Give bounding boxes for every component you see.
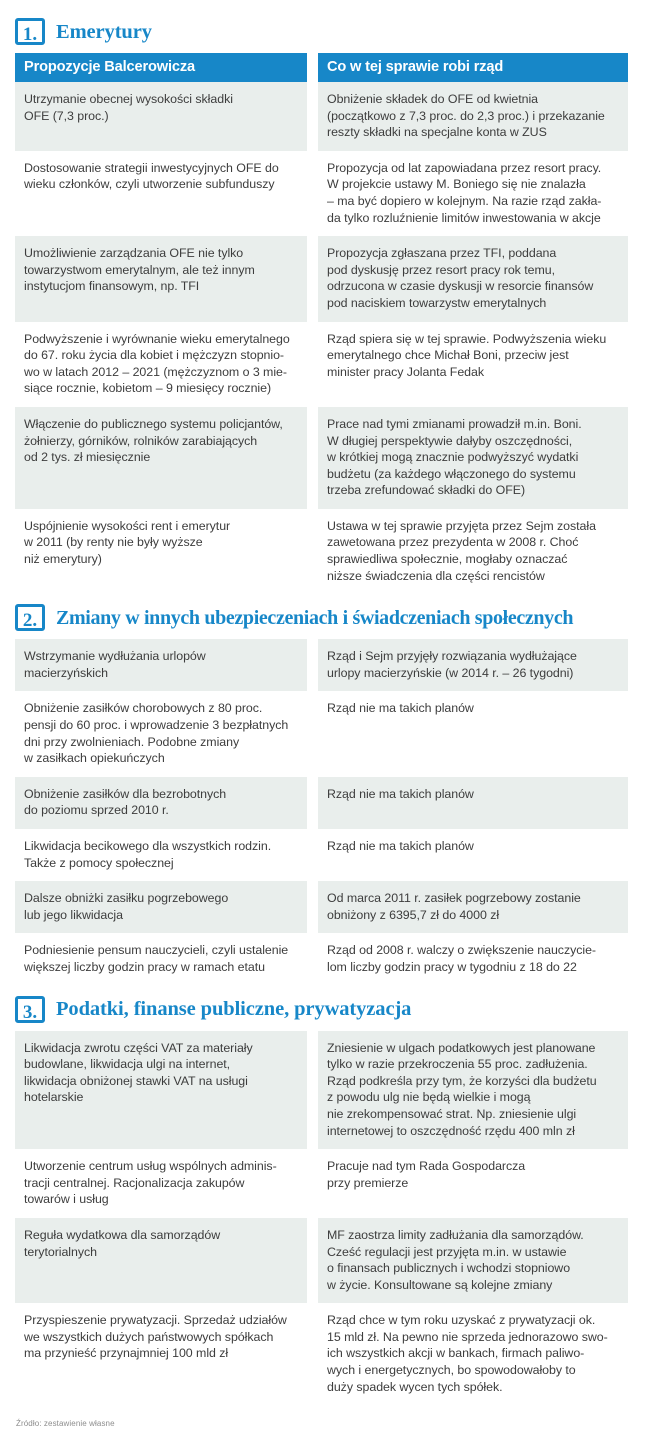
section-2 (0, 594, 650, 985)
table-cell-right: Propozycja zgłaszana przez TFI, poddana pod dyskusję przez resort pracy rok temu, odrzucona w czasie dyskusji w resorcie finansów pod naciskiem towarzystw emerytalnych (318, 236, 628, 321)
table-cell-right: Od marca 2011 r. zasiłek pogrzebowy zostanie obniżony z 6395,7 zł do 4000 zł (318, 881, 628, 933)
table-cell-left: Przyspieszenie prywatyzacji. Sprzedaż udziałów we wszystkich dużych państwowych spółkach ma przynieść przynajmniej 100 mld zł (15, 1303, 307, 1405)
table-cell-left: Uspójnienie wysokości rent i emerytur w 2011 (by renty nie były wyższe niż emerytury) (15, 509, 307, 594)
section-heading (0, 986, 650, 1031)
section-3 (0, 986, 650, 1406)
table-row (15, 82, 628, 151)
table-cell-left: Umożliwienie zarządzania OFE nie tylko towarzystwom emerytalnym, ale też innym instytucjom finansowym, np. TFI (15, 236, 307, 321)
table-cell-left: Dostosowanie strategii inwestycyjnych OFE do wieku członków, czyli utworzenie subfunduszy (15, 151, 307, 236)
section-number-badge: 2. (15, 604, 45, 631)
table-row (15, 1031, 628, 1150)
column-header-right: Co w tej sprawie robi rząd (318, 53, 628, 82)
table-row (15, 933, 628, 985)
table-row (15, 829, 628, 881)
table-cell-right: Rząd nie ma takich planów (318, 829, 628, 881)
table-cell-left: Obniżenie zasiłków chorobowych z 80 proc. pensji do 60 proc. i wprowadzenie 3 bezpłatnych dni przy zwolnieniach. Podobne zmiany w zasiłkach opiekuńczych (15, 691, 307, 776)
table-cell-right: Zniesienie w ulgach podatkowych jest planowane tylko w razie przekroczenia 55 proc. zadłużenia. Rząd podkreśla przy tym, że korzyści dla budżetu z powodu ulg nie będą wielkie i mogą nie zrekompensować strat. Np. zniesienie ulgi internetowej to oszczędność rzędu 400 mln zł (318, 1031, 628, 1150)
table-row (15, 777, 628, 829)
table-row (15, 236, 628, 321)
section-title: Zmiany w innych ubezpieczeniach i świadczeniach społecznych (56, 606, 574, 629)
table-cell-left: Włączenie do publicznego systemu policjantów, żołnierzy, górników, rolników zarabiających od 2 tys. zł miesięcznie (15, 407, 307, 509)
table-row (15, 151, 628, 236)
table-cell-right: Rząd spiera się w tej sprawie. Podwyższenia wieku emerytalnego chce Michał Boni, przeciw jest minister pracy Jolanta Fedak (318, 322, 628, 407)
table-row (15, 691, 628, 776)
table-cell-right: Pracuje nad tym Rada Gospodarcza przy premierze (318, 1149, 628, 1218)
table-cell-left: Utrzymanie obecnej wysokości składki OFE (7,3 proc.) (15, 82, 307, 151)
table-cell-right: Propozycja od lat zapowiadana przez resort pracy. W projekcie ustawy M. Boniego się nie znalazła – ma być dopiero w kolejnym. Na razie rząd zakła- da tylko rozluźnienie limitów inwestowania w akcje (318, 151, 628, 236)
section-title: Podatki, finanse publiczne, prywatyzacja (56, 998, 412, 1021)
table-row (15, 1218, 628, 1303)
table-cell-left: Dalsze obniżki zasiłku pogrzebowego lub jego likwidacja (15, 881, 307, 933)
table-cell-right: Rząd od 2008 r. walczy o zwiększenie nauczycie- lom liczby godzin pracy w tygodniu z 18 do 22 (318, 933, 628, 985)
table-row (15, 1303, 628, 1405)
section-title: Emerytury (56, 20, 152, 43)
section-heading (0, 0, 650, 53)
table-cell-right: Rząd nie ma takich planów (318, 691, 628, 776)
column-header-left: Propozycje Balcerowicza (15, 53, 307, 82)
table-row (15, 509, 628, 594)
table-cell-left: Likwidacja zwrotu części VAT za materiały budowlane, likwidacja ulgi na internet, likwidacja obniżonej stawki VAT na usługi hotelarskie (15, 1031, 307, 1150)
table-cell-right: MF zaostrza limity zadłużania dla samorządów. Cześć regulacji jest przyjęta m.in. w ustawie o finansach publicznych i wchodzi stopniowo w życie. Konsultowane są kolejne zmiany (318, 1218, 628, 1303)
table-cell-right: Ustawa w tej sprawie przyjęta przez Sejm została zawetowana przez prezydenta w 2008 r. Choć sprawiedliwa społecznie, mogłaby oznaczać niższe świadczenia dla części rencistów (318, 509, 628, 594)
table-cell-right: Prace nad tymi zmianami prowadził m.in. Boni. W długiej perspektywie dałyby oszczędności, w krótkiej mogą znacznie podwyższyć wydatki budżetu (za każdego włączonego do systemu trzeba zrefundować składki do OFE) (318, 407, 628, 509)
table-row (15, 881, 628, 933)
comparison-table (0, 639, 650, 985)
table-cell-right: Rząd nie ma takich planów (318, 777, 628, 829)
section-heading (0, 594, 650, 639)
table-cell-left: Obniżenie zasiłków dla bezrobotnych do poziomu sprzed 2010 r. (15, 777, 307, 829)
table-cell-left: Reguła wydatkowa dla samorządów terytorialnych (15, 1218, 307, 1303)
table-cell-left: Utworzenie centrum usług wspólnych adminis- tracji centralnej. Racjonalizacja zakupów towarów i usług (15, 1149, 307, 1218)
table-cell-left: Podniesienie pensum nauczycieli, czyli ustalenie większej liczby godzin pracy w ramach etatu (15, 933, 307, 985)
comparison-table (0, 53, 650, 594)
table-cell-left: Wstrzymanie wydłużania urlopów macierzyńskich (15, 639, 307, 691)
comparison-table (0, 1031, 650, 1406)
table-cell-left: Podwyższenie i wyrównanie wieku emerytalnego do 67. roku życia dla kobiet i mężczyzn stopnio- wo w latach 2012 – 2021 (mężczyznom o 3 mie- siące rocznie, kobietom – 9 miesięcy rocznie) (15, 322, 307, 407)
table-cell-left: Likwidacja becikowego dla wszystkich rodzin. Także z pomocy społecznej (15, 829, 307, 881)
section-1 (0, 0, 650, 594)
table-header-row (15, 53, 628, 82)
section-number-badge: 3. (15, 996, 45, 1023)
table-row (15, 639, 628, 691)
table-cell-right: Rząd chce w tym roku uzyskać z prywatyzacji ok. 15 mld zł. Na pewno nie sprzeda jednorazowo swo- ich wszystkich akcji w bankach, firmach paliwo- wych i energetycznych, bo spowodowałoby to duży spadek wycen tych spółek. (318, 1303, 628, 1405)
table-row (15, 322, 628, 407)
table-cell-right: Rząd i Sejm przyjęły rozwiązania wydłużające urlopy macierzyńskie (w 2014 r. – 26 tygodni) (318, 639, 628, 691)
source-note: Źródło: zestawienie własne (16, 1419, 115, 1429)
table-cell-right: Obniżenie składek do OFE od kwietnia (początkowo z 7,3 proc. do 2,3 proc.) i przekazanie reszty składki na specjalne konta w ZUS (318, 82, 628, 151)
section-number-badge: 1. (15, 18, 45, 45)
table-row (15, 407, 628, 509)
table-row (15, 1149, 628, 1218)
